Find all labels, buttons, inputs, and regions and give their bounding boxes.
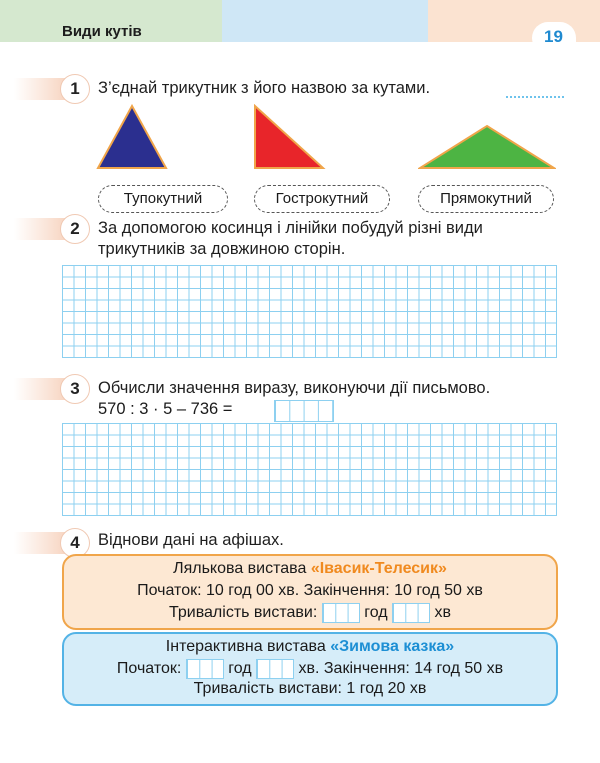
start-minutes-answer-box[interactable] [256,659,294,679]
poster-prefix: Інтерактивна вистава [165,638,326,655]
poster-prefix: Лялькова вистава [173,560,307,577]
answer-box[interactable] [274,400,334,422]
poster-duration: Тривалість вистави: 1 год 20 хв [193,680,427,697]
start-label: Початок: [116,660,182,678]
section-title: Види кутів [62,23,142,40]
poster-interactive-show [62,632,558,706]
start-hours-answer-box[interactable] [186,659,224,679]
math-expression: 570 : 3 · 5 – 736 = [98,400,233,418]
task-text: Віднови дані на афішах. [98,531,284,549]
label-obtuse[interactable]: Тупокутний [98,185,228,213]
label-right[interactable]: Прямокутний [418,185,554,213]
poster-times-line [64,659,556,679]
task-text: З’єднай трикутник з його назвою за кутами. [98,79,431,97]
right-triangle[interactable] [252,104,326,170]
minutes-unit: хв [434,604,451,622]
poster-title-line [64,560,556,578]
poster-title-line [64,638,556,656]
hours-answer-box[interactable] [322,603,360,623]
task-number: 1 [60,74,90,104]
poster-puppet-show [62,554,558,630]
task-number: 2 [60,214,90,244]
task-number: 3 [60,374,90,404]
task-text: За допомогою косинця і лінійки побудуй різні види трикутників за довжиною сторін. [98,219,483,258]
task-number: 4 [60,528,90,558]
poster-title: «Івасик-Телесик» [310,560,447,577]
hours-unit: год [364,604,388,622]
obtuse-triangle[interactable] [96,104,168,170]
drawing-grid[interactable] [62,265,557,358]
duration-label: Тривалість вистави: [169,604,318,622]
acute-triangle[interactable] [418,124,556,170]
hours-unit: год [228,660,252,678]
page-number: 19 [544,27,563,46]
calculation-grid[interactable] [62,423,557,516]
header-band-blue [222,0,428,42]
poster-times: Початок: 10 год 00 хв. Закінчення: 10 год 50 хв [137,582,483,599]
poster-duration-line [64,603,556,623]
minutes-answer-box[interactable] [392,603,430,623]
dotted-line [506,96,564,98]
task-text: Обчисли значення виразу, виконуючи дії письмово. [98,379,491,397]
end-text: хв. Закінчення: 14 год 50 хв [298,660,504,678]
label-acute[interactable]: Гострокутний [254,185,390,213]
poster-title: «Зимова казка» [330,638,455,655]
